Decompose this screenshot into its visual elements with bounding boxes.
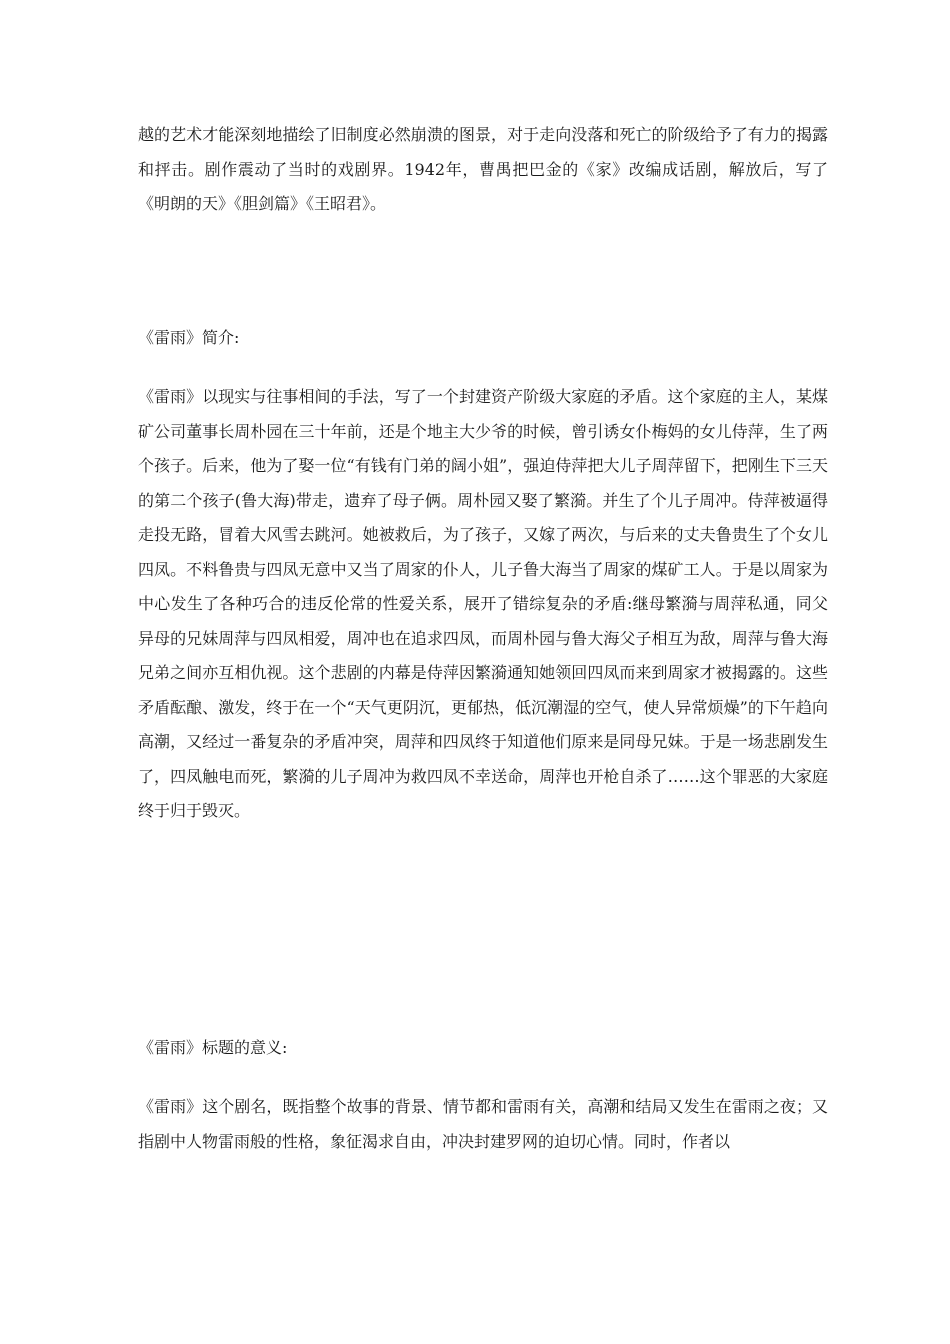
intro-paragraph: 越的艺术才能深刻地描绘了旧制度必然崩溃的图景，对于走向没落和死亡的阶级给予了有力的揭露和抨击。剧作震动了当时的戏剧界。1942年，曹禺把巴金的《家》改编成话剧，解放后，写了《明朗的天》《胆剑篇》《王昭君》。	[138, 125, 828, 213]
section-body-title-meaning: 《雷雨》这个剧名，既指整个故事的背景、情节都和雷雨有关，高潮和结局又发生在雷雨之夜；又指剧中人物雷雨般的性格，象征渴求自由，冲决封建罗网的迫切心情。同时，作者以	[138, 1097, 828, 1151]
section-heading-synopsis: 《雷雨》简介:	[138, 328, 240, 347]
section-body-synopsis: 《雷雨》以现实与往事相间的手法，写了一个封建资产阶级大家庭的矛盾。这个家庭的主人，某煤矿公司董事长周朴园在三十年前，还是个地主大少爷的时候，曾引诱女仆梅妈的女儿侍萍，生了两个孩子。后来，他为了娶一位“有钱有门弟的阔小姐”，强迫侍萍把大儿子周萍留下，把刚生下三天的第二个孩子(鲁大海)带走，遗弃了母子俩。周朴园又娶了繁漪。并生了个儿子周冲。侍萍被逼得走投无路，冒着大风雪去跳河。她被救后，为了孩子，又嫁了两次，与后来的丈夫鲁贵生了个女儿四凤。不料鲁贵与四凤无意中又当了周家的仆人，儿子鲁大海当了周家的煤矿工人。于是以周家为中心发生了各种巧合的违反伦常的性爱关系，展开了错综复杂的矛盾:继母繁漪与周萍私通，同父异母的兄妹周萍与四凤相爱，周冲也在追求四凤，而周朴园与鲁大海父子相互为敌，周萍与鲁大海兄弟之间亦互相仇视。这个悲剧的内幕是侍萍因繁漪通知她领回四凤而来到周家才被揭露的。这些矛盾酝酿、激发，终于在一个“天气更阴沉，更郁热，低沉潮湿的空气，使人异常烦燥”的下午趋向高潮，又经过一番复杂的矛盾冲突，周萍和四凤终于知道他们原来是同母兄妹。于是一场悲剧发生了，四凤触电而死，繁漪的儿子周冲为救四凤不幸送命，周萍也开枪自杀了……这个罪恶的大家庭终于归于毁灭。	[138, 387, 828, 820]
section-heading-title-meaning: 《雷雨》标题的意义:	[138, 1038, 288, 1057]
